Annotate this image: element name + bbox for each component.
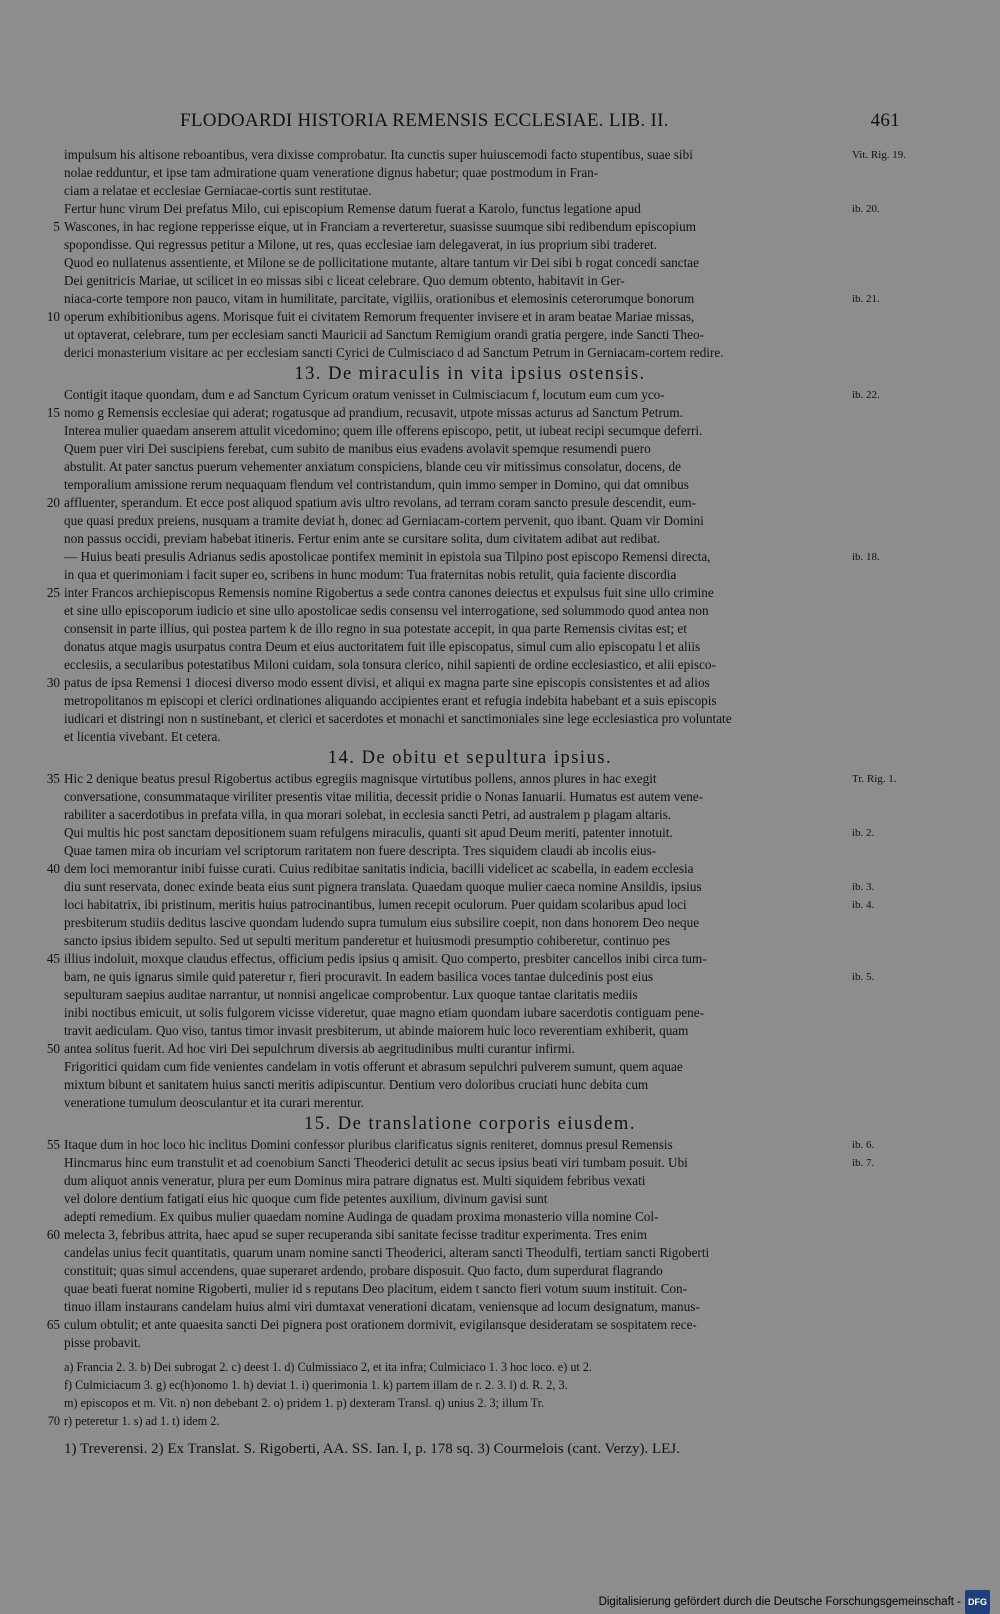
line-text: derici monasterium visitare ac per ecclesiam sancti Cyrici de Culmisciaco d ad Sanctum Petrum in Gerniacam-cortem redire. — [64, 345, 724, 360]
line-text: sepulturam saepius auditae narrantur, ut nonnisi angelicae comprobentur. Lux quoque tantae claritatis mediis — [64, 987, 638, 1002]
line-number: 30 — [46, 675, 60, 690]
line-number: 60 — [46, 1227, 60, 1242]
footnote-text: m) episcopos et m. Vit. n) non debebant 2. o) pridem 1. p) dexteram Transl. q) unius 2. 3; illum Tr. — [64, 1396, 545, 1410]
text-line — [30, 1136, 970, 1154]
margin-reference: ib. 4. — [852, 899, 875, 911]
text-line — [30, 182, 970, 200]
line-text: ecclesiis, a secularibus potestatibus Miloni cuidam, sola tonsura clerico, nihil sapienti de ordine ecclesiastico, et alii episco- — [64, 657, 716, 672]
line-text: iudicari et distringi non n sustinebant, et clerici et sacerdotes et monachi et sanctimoniales sine lege ecclesiastica pro voluntate — [64, 711, 732, 726]
section-heading: 13. De miraculis in vita ipsius ostensis. — [294, 364, 646, 384]
text-line — [30, 1280, 970, 1298]
line-text: antea solitus fuerit. Ad hoc viri Dei sepulchrum diversis ab aegritudinibus multi curantur infirmi. — [64, 1041, 575, 1056]
footnote-line — [30, 1394, 970, 1412]
text-line — [30, 1316, 970, 1334]
line-number: 50 — [46, 1041, 60, 1056]
line-text: temporalium amissione rerum nequaquam flendum vel contristandum, quin immo semper in Domino, qui dat omnibus — [64, 477, 689, 492]
text-line — [30, 728, 970, 746]
text-line — [30, 860, 970, 878]
line-text: diu sunt reservata, donec exinde beata eius sunt pignera translata. Quaedam quoque mulier caeca nomine Ansildis, ipsius — [64, 879, 702, 894]
text-line — [30, 656, 970, 674]
footnote-text: r) peteretur 1. s) ad 1. t) idem 2. — [64, 1414, 220, 1428]
text-line — [30, 422, 970, 440]
text-line — [30, 164, 970, 182]
line-text: bam, ne quis ignarus simile quid pateretur r, fieri procuravit. In eadem basilica voces tantae dulcedinis post eius — [64, 969, 654, 984]
text-line — [30, 638, 970, 656]
text-line — [30, 620, 970, 638]
line-text: Hic 2 denique beatus presul Rigobertus actibus egregiis magnisque virtutibus pollens, annos plures in hac exegit — [64, 771, 657, 786]
text-line — [30, 254, 970, 272]
line-text: inibi noctibus emicuit, ut solis fulgorem vicisse videretur, quae magno etiam quondam iubare sacerdotis contiguam pene- — [64, 1005, 704, 1020]
line-text: impulsum his altisone reboantibus, vera dixisse comprobatur. Ita cunctis super huiuscemodi facto stupentibus, suae sibi — [64, 147, 693, 162]
margin-reference: ib. 5. — [852, 971, 875, 983]
text-line — [30, 1172, 970, 1190]
line-text: donatus atque magis usurpatus contra Deum et eius auctoritatem fuit ille episcopatus, simul cum alio episcopatu l et aliis — [64, 639, 701, 654]
margin-reference: ib. 22. — [852, 389, 880, 401]
footnote-text: a) Francia 2. 3. b) Dei subrogat 2. c) deest 1. d) Culmissiaco 2, et ita infra; Culmiciaco 1. 3 hoc loco. e) ut 2. — [64, 1360, 592, 1374]
text-line — [30, 200, 970, 218]
margin-reference: ib. 6. — [852, 1139, 875, 1151]
text-line — [30, 806, 970, 824]
line-text: operum exhibitionibus agens. Morisque fuit ei civitatem Remorum frequenter invisere et in aram beatae Mariae missas, — [64, 309, 695, 324]
text-line — [30, 386, 970, 404]
text-line — [30, 458, 970, 476]
line-text: et sine ullo episcoporum iudicio et sine ullo apostolicae sedis consensu vel interrogatione, sed solummodo quod antea non — [64, 603, 709, 618]
margin-reference: ib. 18. — [852, 551, 880, 563]
text-line — [30, 968, 970, 986]
line-text: conversatione, consummataque viriliter presentis vitae militia, decessit pridie o Nonas Ianuarii. Humatus est autem vene- — [64, 789, 704, 804]
line-text: dem loci memorantur inibi fuisse curati. Cuius redibitae sanitatis indicia, bacilli videlicet ac scabella, in eadem ecclesia — [64, 861, 694, 876]
text-line — [30, 1334, 970, 1352]
line-text: patus de ipsa Remensi 1 diocesi diverso modo essent divisi, et aliqui ex magna parte sine episcopis consistentes et ad alios — [64, 675, 710, 690]
line-text: Quae tamen mira ob incuriam vel scriptorum raritatem non fuere descripta. Tres siquidem claudi ab incolis eius- — [64, 843, 657, 858]
line-text: et licentia vivebant. Et cetera. — [64, 729, 221, 744]
text-line — [30, 236, 970, 254]
text-line — [30, 1298, 970, 1316]
line-text: Hincmarus hinc eum transtulit et ad coenobium Sancti Theoderici detulit ac secus ipsius beati viri tumbam posuit. Ubi — [64, 1155, 688, 1170]
line-text: spopondisse. Qui regressus petitur a Milone, ut res, quas ecclesiae iam delegaverat, in ius proprium sibi traderet. — [64, 237, 657, 252]
digitization-credit — [599, 1591, 990, 1613]
text-line — [30, 932, 970, 950]
line-text: Qui multis hic post sanctam depositionem suam refulgens miraculis, quanti sit apud Deum meriti, patenter innotuit. — [64, 825, 673, 840]
text-line — [30, 308, 970, 326]
line-number: 55 — [46, 1137, 60, 1152]
line-number: 65 — [46, 1317, 60, 1332]
line-text: ut optaverat, celebrare, tum per ecclesiam sancti Mauricii ad Sanctum Remigium orandi gratia pergere, inde Sancti Theo- — [64, 327, 704, 342]
text-line — [30, 770, 970, 788]
line-text: Fertur hunc virum Dei prefatus Milo, cui episcopium Remense datum fuerat a Karolo, functus legatione apud — [64, 201, 641, 216]
line-text: affluenter, sperandum. Et ecce post aliquod spatium avis ultro revolans, ad terram coram sancto presule descendit, eum- — [64, 495, 697, 510]
text-line — [30, 914, 970, 932]
margin-reference: ib. 3. — [852, 881, 875, 893]
line-text: travit aediculam. Quo viso, tantus timor invasit presbiterum, ut abinde maiorem huic loco reverentiam exhiberit, quam — [64, 1023, 689, 1038]
section-heading: 15. De translatione corporis eiusdem. — [304, 1114, 636, 1134]
line-text: candelas unius fecit quantitatis, quarum unam nomine sancti Theoderici, alteram sancti Theodulfi, tertiam sancti Rigoberti — [64, 1245, 710, 1260]
margin-reference: Vit. Rig. 19. — [852, 149, 907, 161]
line-text: quae beati fuerat nomine Rigoberti, mulier id s reputans Deo placitum, eidem t sancto fieri votum suum instituit. Con- — [64, 1281, 687, 1296]
text-line — [30, 1022, 970, 1040]
text-line — [30, 344, 970, 362]
line-text: veneratione tumulum deosculantur et ita curari merentur. — [64, 1095, 364, 1110]
text-line — [30, 1094, 970, 1112]
line-number: 15 — [46, 405, 60, 420]
line-number: 70 — [47, 1414, 60, 1428]
line-text: Frigoritici quidam cum fide venientes candelam in votis offerunt et abrasum sepulchri pulverem sumunt, quem aquae — [64, 1059, 683, 1074]
line-text: Dei genitricis Mariae, ut scilicet in eo missas sibi c liceat celebrare. Quo demum obtento, habitavit in Ger- — [64, 273, 625, 288]
line-text: rabiliter a sacerdotibus in prefata villa, in qua morari solebat, in ecclesia sancti Petri, ad australem p plagam altaris. — [64, 807, 672, 822]
running-title: FLODOARDI HISTORIA REMENSIS ECCLESIAE. LIB. II. — [180, 110, 669, 131]
margin-reference: ib. 7. — [852, 1157, 875, 1169]
line-text: mixtum bibunt et sanitatem huius sancti meritis adipiscuntur. Dentium vero doloribus cruciati hunc debita cum — [64, 1077, 649, 1092]
line-text: presbiterum studiis deditus lascive quondam ludendo supra tumulum eius subsilire coepit, non dans honorem Deo neque — [64, 915, 700, 930]
margin-reference: ib. 2. — [852, 827, 875, 839]
text-line — [30, 710, 970, 728]
line-text: nolae redduntur, et ipse tam admiratione quam veneratione dignus habetur; quae postmodum in Fran- — [64, 165, 599, 180]
page-number: 461 — [870, 110, 900, 131]
credit-text: Digitalisierung gefördert durch die Deutsche Forschungsgemeinschaft - — [598, 1596, 961, 1608]
text-line — [30, 512, 970, 530]
line-number: 20 — [46, 495, 60, 510]
dfg-logo-icon: DFG — [965, 1590, 990, 1614]
footnote-text: f) Culmiciacum 3. g) ec(h)onomo 1. h) deviat 1. i) querimonia 1. k) partem illam de r. 2. 3. l) d. R. 2, 3. — [64, 1378, 568, 1392]
main-text — [30, 146, 970, 1460]
text-line — [30, 326, 970, 344]
line-text: melecta 3, febribus attrita, haec apud se super recuperanda sibi sanitate fecisse traditur experimenta. Tres enim — [64, 1227, 647, 1242]
line-text: Itaque dum in hoc loco hic inclitus Domini confessor pluribus clarificatus signis reniteret, domnus presul Remensis — [64, 1137, 673, 1152]
line-text: Contigit itaque quondam, dum e ad Sanctum Cyricum oratum venisset in Culmisciacum f, locutum eum cum yco- — [64, 387, 665, 402]
text-line — [30, 950, 970, 968]
line-text: tinuo illam instaurans candelam huius almi viri dumtaxat venerationi dicatam, veniensque ad locum designatum, manus- — [64, 1299, 700, 1314]
text-line — [30, 986, 970, 1004]
line-number: 40 — [46, 861, 60, 876]
line-number: 5 — [53, 219, 60, 234]
text-line — [30, 1226, 970, 1244]
line-number: 25 — [46, 585, 60, 600]
text-line — [30, 440, 970, 458]
text-line — [30, 290, 970, 308]
line-text: sancto ipsius ibidem sepulto. Sed ut sepulti meritum panderetur et huiusmodi presumptio cohiberetur, continuo pes — [64, 933, 670, 948]
text-line — [30, 1208, 970, 1226]
line-text: niaca-corte tempore non pauco, vitam in humilitate, parcitate, vigiliis, orationibus et elemosinis ceterorumque bonorum — [64, 291, 695, 306]
footnote-line — [30, 1412, 970, 1430]
line-text: Quod eo nullatenus assentiente, et Milone se de pollicitatione mutante, altare tantum vir Dei sibi b rogat concedi sanctae — [64, 255, 700, 270]
text-line — [30, 146, 970, 164]
text-line — [30, 896, 970, 914]
line-text: Interea mulier quaedam anserem attulit vicedomino; quem ille offerens episcopo, petit, ut iubeat recipi secumque deferri. — [64, 423, 703, 438]
line-text: Quem puer viri Dei suscipiens ferebat, cum subito de manibus eius evadens avolavit spemque resumendi puero — [64, 441, 651, 456]
numbered-footnotes: 1) Treverensi. 2) Ex Translat. S. Rigoberti, AA. SS. Ian. I, p. 178 sq. 3) Courmelois (cant. Verzy). LEJ. — [64, 1441, 680, 1457]
line-text: que quasi preduх preiens, nusquam a tramite deviat h, donec ad Gerniacam-cortem pervenit, quo ibant. Quam vir Domini — [64, 513, 704, 528]
margin-reference: ib. 21. — [852, 293, 880, 305]
line-text: loci habitatrix, ibi pristinum, meritis huius patrocinantibus, lumen recepit oculorum. Puer quidam scolaribus apud loci — [64, 897, 687, 912]
text-line — [30, 674, 970, 692]
text-line — [30, 476, 970, 494]
line-text: ciam a relatae et ecclesiae Gerniacae-cortis sunt restitutae. — [64, 183, 372, 198]
text-line — [30, 272, 970, 290]
text-line — [30, 842, 970, 860]
text-line — [30, 602, 970, 620]
footnote-line — [30, 1376, 970, 1394]
text-line — [30, 788, 970, 806]
line-text: inter Francos archiepiscopus Remensis nomine Rigobertus a sede contra canones deiectus et expulsus fuit sine ullo crimine — [64, 585, 714, 600]
text-line — [30, 692, 970, 710]
text-line — [30, 548, 970, 566]
margin-reference: Tr. Rig. 1. — [852, 773, 897, 785]
text-line — [30, 1004, 970, 1022]
text-line — [30, 1040, 970, 1058]
text-line — [30, 1058, 970, 1076]
text-line — [30, 1076, 970, 1094]
text-line — [30, 218, 970, 236]
line-text: consensit in parte illius, qui postea partem k de illo regno in sua potestate accepit, in qua parte Remensis civitas est; et — [64, 621, 687, 636]
line-text: metropolitanos m episcopi et clerici ordinationes aliquando accipientes erant et refugia indebita habebant et a suis episcopis — [64, 693, 717, 708]
text-line — [30, 530, 970, 548]
text-line — [30, 1154, 970, 1172]
text-line — [30, 494, 970, 512]
line-number: 45 — [46, 951, 60, 966]
text-line — [30, 1244, 970, 1262]
line-text: nomo g Remensis ecclesiae qui aderat; rogatusque ad prandium, recusavit, utpote missas acturus ad Sanctum Petrum. — [64, 405, 683, 420]
line-text: constituit; quas simul accendens, quae superaret ardendo, probare disposuit. Quo facto, dum superdurat flagrando — [64, 1263, 663, 1278]
text-line — [30, 1262, 970, 1280]
line-text: adepti remedium. Ex quibus mulier quaedam nomine Audinga de quadam proxima monasterio villa nomine Col- — [64, 1209, 659, 1224]
section-heading: 14. De obitu et sepultura ipsius. — [327, 748, 613, 768]
text-line — [30, 566, 970, 584]
text-line — [30, 584, 970, 602]
text-line — [30, 824, 970, 842]
line-number: 10 — [46, 309, 60, 324]
text-line — [30, 404, 970, 422]
margin-reference: ib. 20. — [852, 203, 880, 215]
line-text: Wascones, in hac regione repperisse eique, ut in Franciam a reverteretur, suasisse suumque sibi redibendum episcopium — [64, 219, 696, 234]
line-text: illius indoluit, moxque claudus effectus, officium pedis ipsius q amisit. Quo comperto, presbiter cancellos inibi circa tum- — [64, 951, 707, 966]
footnote-line — [30, 1358, 970, 1376]
line-number: 35 — [46, 771, 60, 786]
line-text: abstulit. At pater sanctus puerum vehementer anxiatum conspiciens, blande ceu vir mitissimus consolatur, docens, de — [64, 459, 681, 474]
line-text: vel dolore dentium fatigati eius hic quoque cum fide petentes auxilium, divinum gavisi sunt — [64, 1191, 548, 1206]
line-text: in qua et querimoniam i facit super eo, scribens in hunc modum: Tua fraternitas nobis retulit, quia faciente discordia — [64, 567, 677, 582]
line-text: culum obtulit; et ante quaesita sancti Dei pignera post orationem dormivit, evigilansque desideratam se sospitatem rece- — [64, 1317, 697, 1332]
line-text: non passus occidi, previam habebat itineris. Fertur enim ante se cursitare solita, dum civitatem adibat aut redibat. — [64, 531, 661, 546]
text-line — [30, 878, 970, 896]
text-line — [30, 1190, 970, 1208]
line-text: dum aliquot annis veneratur, plura per eum Dominus mira patrare dignatus est. Multi siquidem febribus vexati — [64, 1173, 646, 1188]
line-text: pisse probavit. — [64, 1335, 141, 1350]
line-text: — Huius beati presulis Adrianus sedis apostolicae pontifex meminit in epistola sua Tilpino post episcopo Remensi directa, — [64, 549, 711, 564]
